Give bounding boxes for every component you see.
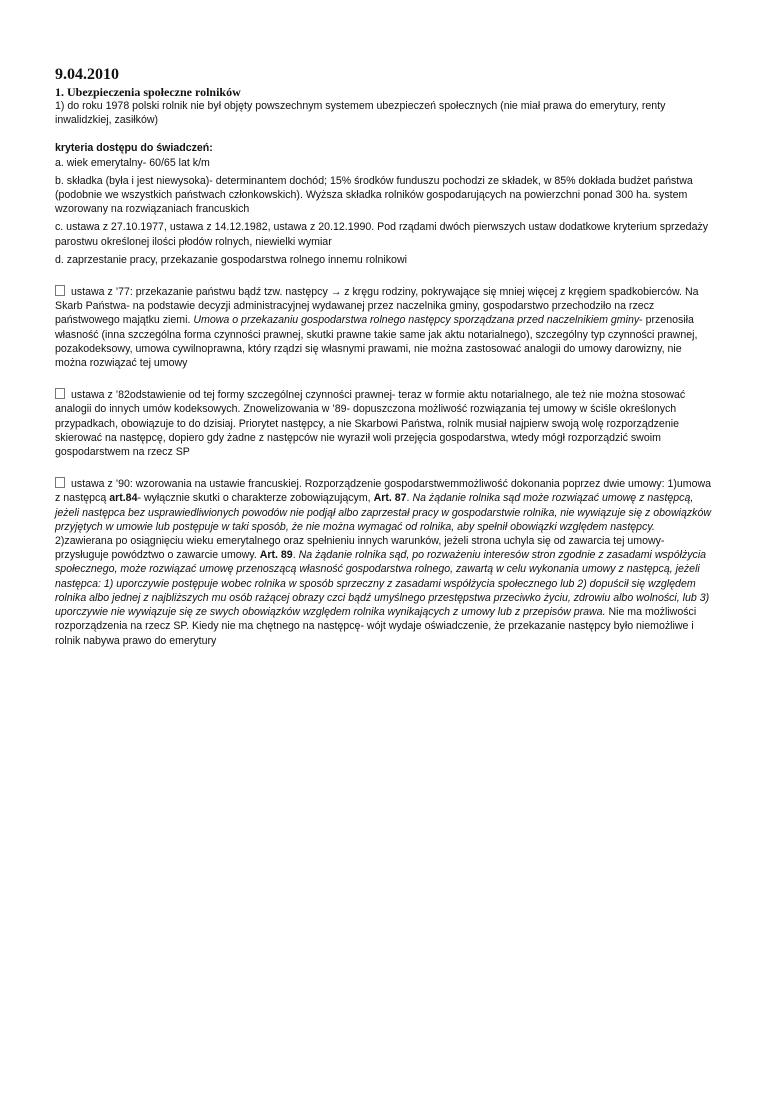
criteria-item-c: c. ustawa z 27.10.1977, ustawa z 14.12.1982, ustawa z 20.12.1990. Pod rządami dwóch pierwszych ustaw dodatkowe kryterium sprzedaży parostwu określonej ilości płodów rolnych, niewielki wymiar — [55, 221, 709, 248]
p77-italic-1: Umowa o przekazaniu gospodarstwa rolnego następcy sporządzana przed naczelnikiem gminy — [193, 314, 640, 327]
p90-text-1: ustawa z ’90: wzorowania na ustawie francuskiej. Rozporządzenie gospodarstwemmożliwość dokonania poprzez dwie umowy: 1)umowa z następcą — [55, 478, 712, 505]
criteria-title: kryteria dostępu do świadczeń: — [55, 142, 213, 155]
p90-italic-art89: Na żądanie rolnika sąd, po rozważeniu interesów stron zgodnie z zasadami współżycia społecznego, może rozwiązać umowę przenoszącą własność gospodarstwa rolnego, zawartą w celu wykonania umowy z następcą, jeżeli następca: 1) uporczywie postępuje wobec rolnika w sposób sprzeczny z zasadami współżycia społecznego lub 2) dopuścił się względem rolnika albo jednej z najbliższych mu osób rażącej obrazy czci bądź umyślnego przestępstwa przeciwko życiu, zdrowiu albo wolności, lub 3) uporczywie nie wywiązuje się ze swych obowiązków względem rolnika wynikających z umowy lub z przepisów prawa. — [55, 549, 710, 619]
p77-text-1: ustawa z ’77: przekazanie państwu bądź tzw. następcy → z kręgu rodziny, pokrywające się mniej więcej z kręgiem spadkobierców. Na Skarb Państwa- na podstawie decyzji administracyjnej wydawanej przez naczelnika gminy, gospodarstwo przechodziło na rzecz państwowego majątku ziemi. — [55, 286, 699, 327]
p90-italic-art87: Na żądanie rolnika sąd może rozwiązać umowę z następcą, jeżeli następca bez usprawiedliwionych powodów nie podjął albo zaprzestał pracy w gospodarstwie rolnika, nie wywiązuje się z obowiązków przyjętych w umowie lub postępuje w taki sposób, że nie można wymagać od rolnika, aby spełnił obowiązki względem następcy. — [55, 492, 711, 533]
p90-text-5: . — [292, 549, 299, 562]
intro-paragraph: 1) do roku 1978 polski rolnik nie był objęty powszechnym systemem ubezpieczeń społecznych (nie miał prawa do emerytury, renty inwalidzkiej, zasiłków) — [55, 100, 666, 127]
p82-text: ustawa z ’82odstawienie od tej formy szczególnej czynności prawnej- teraz w formie aktu notarialnego, ale też nie można stosować analogii do innych umów kodeksowych. Znowelizowania w ’89- dopuszczona możliwość rozwiązania tej umowy w ściśle określonych przypadkach, obowiązuje to do dzisiaj. Priorytet następcy, a nie Skarbowi Państwa, rolnik musiał najpierw swoją wolę rozporządzenie skierować na następcę, dopiero gdy żadne z następców nie wyraził woli przejęcia gospodarstwa, wtedy mógł rozporządzić swoim gospodarstwem na rzecz SP — [55, 389, 686, 459]
p90-bold-art87: Art. 87 — [373, 492, 407, 505]
p90-text-2: - wyłącznie skutki o charakterze zobowiązującym, — [137, 492, 374, 505]
paragraph-ustawa-82 — [55, 388, 715, 459]
paragraph-ustawa-90 — [55, 477, 715, 647]
document-page — [55, 66, 715, 648]
bullet-glyph-icon — [55, 285, 65, 296]
p90-text-3: . — [406, 492, 413, 505]
p90-bold-art84: art.84 — [109, 492, 138, 505]
p77-text-2: - przenosiła własność (inna szczególna forma czynności prawnej, skutki prawne takie same jak aktu notarialnego), szczególny typ czynności prawnej, pozakodeksowy, umowa cywilnoprawna, który rządzi się własnymi prawami, nie można zastosować analogii do umowy darowizny, nie można rozwiązać tej umowy — [55, 314, 698, 370]
bullet-glyph-icon — [55, 388, 65, 399]
paragraph-ustawa-77 — [55, 285, 715, 370]
p90-text-6: Nie ma możliwości rozporządzenia na rzecz SP. Kiedy nie ma chętnego na następcę- wójt wydaje oświadczenie, że przekazanie następcy było niemożliwe i rolnik nabywa prawo do emerytury — [55, 606, 697, 647]
criteria-item-d: d. zaprzestanie pracy, przekazanie gospodarstwa rolnego innemu rolnikowi — [55, 253, 407, 266]
bullet-glyph-icon — [55, 477, 65, 488]
criteria-item-a: a. wiek emerytalny- 60/65 lat k/m — [55, 156, 210, 169]
section-heading: 1. Ubezpieczenia społeczne rolników — [55, 85, 241, 99]
criteria-item-b: b. składka (była i jest niewysoka)- determinantem dochód; 15% środków funduszu pochodzi ze składek, w 85% dokłada budżet państwa (podobnie we wszystkich państwach członkowskich). Wyższa składka rolników gospodarujących na powierzchni ponad 300 ha. system wzorowany na rozwiązaniach francuskich — [55, 174, 693, 216]
p90-text-4: 2)zawierana po osiągnięciu wieku emerytalnego oraz spełnieniu innych warunków, jeżeli strona uchyla się od zawarcia tej umowy- przysługuje powództwo o zawarcie umowy. — [55, 535, 665, 562]
p90-bold-art89: Art. 89 — [259, 549, 293, 562]
document-date: 9.04.2010 — [55, 66, 119, 83]
